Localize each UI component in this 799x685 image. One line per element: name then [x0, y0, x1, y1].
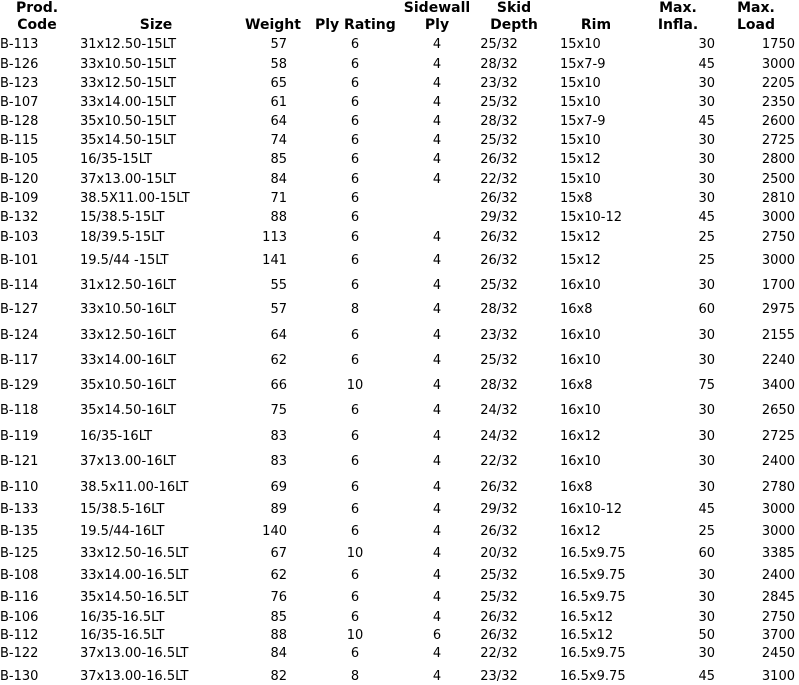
cell-sidewall: 4: [432, 353, 442, 368]
cell-weight: 83: [270, 454, 287, 469]
cell-load: 2845: [761, 590, 795, 605]
cell-skid: 26/32: [480, 610, 518, 625]
cell-rim: 16.5x9.75: [560, 646, 626, 661]
header-sidewall-ply: [402, 0, 472, 34]
cell-load: 3000: [761, 210, 795, 225]
cell-sidewall: 4: [432, 95, 442, 110]
cell-ply: 6: [350, 230, 360, 245]
cell-sidewall: 4: [432, 114, 442, 129]
cell-rim: 16.5x12: [560, 610, 614, 625]
cell-rim: 15x10: [560, 133, 601, 148]
cell-skid: 25/32: [480, 568, 518, 583]
cell-code: B-110: [0, 480, 39, 495]
cell-size: 16/35-16.5LT: [80, 610, 165, 625]
cell-code: B-126: [0, 57, 39, 72]
cell-infla: 30: [698, 191, 715, 206]
cell-ply: 6: [350, 76, 360, 91]
cell-ply: 6: [350, 429, 360, 444]
header-max-load: [733, 0, 779, 34]
cell-weight: 84: [270, 172, 287, 187]
cell-ply: 6: [350, 353, 360, 368]
header-prod-code: [14, 0, 60, 34]
cell-sidewall: 4: [432, 133, 442, 148]
cell-rim: 15x10: [560, 172, 601, 187]
cell-size: 33x14.00-16LT: [80, 353, 177, 368]
cell-size: 15/38.5-16LT: [80, 502, 165, 517]
cell-size: 31x12.50-15LT: [80, 37, 177, 52]
cell-weight: 85: [270, 610, 287, 625]
cell-size: 38.5x11.00-16LT: [80, 480, 189, 495]
cell-code: B-121: [0, 454, 39, 469]
cell-rim: 15x10: [560, 76, 601, 91]
cell-ply: 6: [350, 57, 360, 72]
cell-weight: 89: [270, 502, 287, 517]
cell-size: 33x10.50-16LT: [80, 302, 177, 317]
cell-rim: 16x10: [560, 353, 601, 368]
cell-code: B-115: [0, 133, 39, 148]
cell-skid: 25/32: [480, 353, 518, 368]
cell-ply: 6: [350, 403, 360, 418]
cell-size: 19.5/44 -15LT: [80, 253, 169, 268]
cell-rim: 16x12: [560, 524, 601, 539]
cell-rim: 16x10: [560, 278, 601, 293]
cell-ply: 6: [350, 253, 360, 268]
cell-rim: 15x10-12: [560, 210, 623, 225]
header-infla-line1: Max.: [659, 0, 697, 16]
cell-ply: 10: [346, 378, 364, 393]
cell-code: B-128: [0, 114, 39, 129]
cell-skid: 22/32: [480, 646, 518, 661]
cell-code: B-124: [0, 328, 39, 343]
cell-ply: 6: [350, 328, 360, 343]
cell-size: 33x14.00-16.5LT: [80, 568, 189, 583]
cell-skid: 25/32: [480, 133, 518, 148]
cell-rim: 15x12: [560, 230, 601, 245]
cell-skid: 23/32: [480, 669, 518, 684]
header-skid-depth: [484, 0, 544, 34]
cell-skid: 26/32: [480, 480, 518, 495]
header-infla-line2: Infla.: [657, 17, 699, 33]
cell-sidewall: 4: [432, 37, 442, 52]
cell-code: B-127: [0, 302, 39, 317]
cell-size: 16/35-16LT: [80, 429, 153, 444]
cell-weight: 62: [270, 568, 287, 583]
cell-load: 2750: [761, 230, 795, 245]
cell-ply: 6: [350, 610, 360, 625]
cell-ply: 8: [350, 669, 360, 684]
cell-load: 2780: [761, 480, 795, 495]
cell-load: 2750: [761, 610, 795, 625]
cell-load: 2450: [761, 646, 795, 661]
cell-skid: 22/32: [480, 454, 518, 469]
cell-code: B-107: [0, 95, 39, 110]
cell-weight: 64: [270, 114, 287, 129]
cell-load: 2810: [761, 191, 795, 206]
cell-rim: 16x10: [560, 328, 601, 343]
cell-skid: 20/32: [480, 546, 518, 561]
cell-sidewall: 4: [432, 454, 442, 469]
header-ply-rating: [315, 17, 395, 34]
cell-skid: 29/32: [480, 502, 518, 517]
cell-size: 35x14.50-16.5LT: [80, 590, 189, 605]
cell-sidewall: 4: [432, 646, 442, 661]
cell-ply: 6: [350, 524, 360, 539]
cell-infla: 30: [698, 646, 715, 661]
cell-skid: 24/32: [480, 429, 518, 444]
cell-load: 1700: [761, 278, 795, 293]
cell-infla: 30: [698, 172, 715, 187]
header-sidewall-line1: Sidewall: [403, 0, 471, 16]
cell-size: 31x12.50-16LT: [80, 278, 177, 293]
cell-rim: 16.5x9.75: [560, 669, 626, 684]
cell-size: 33x12.50-16.5LT: [80, 546, 189, 561]
cell-load: 3700: [761, 628, 795, 643]
cell-weight: 57: [270, 302, 287, 317]
cell-infla: 30: [698, 328, 715, 343]
cell-ply: 6: [350, 278, 360, 293]
cell-weight: 55: [270, 278, 287, 293]
cell-size: 37x13.00-16.5LT: [80, 646, 189, 661]
cell-size: 33x12.50-15LT: [80, 76, 177, 91]
cell-sidewall: 4: [432, 429, 442, 444]
cell-weight: 57: [270, 37, 287, 52]
cell-load: 2650: [761, 403, 795, 418]
cell-ply: 6: [350, 37, 360, 52]
header-prod-code-line2: Code: [17, 17, 57, 33]
cell-load: 2400: [761, 454, 795, 469]
header-skid-line2: Depth: [490, 17, 538, 33]
cell-load: 2800: [761, 152, 795, 167]
cell-skid: 28/32: [480, 57, 518, 72]
cell-size: 38.5X11.00-15LT: [80, 191, 190, 206]
cell-sidewall: 4: [432, 480, 442, 495]
header-weight: [243, 17, 303, 34]
cell-ply: 6: [350, 191, 360, 206]
cell-size: 35x14.50-15LT: [80, 133, 177, 148]
cell-infla: 30: [698, 278, 715, 293]
cell-weight: 82: [270, 669, 287, 684]
cell-size: 15/38.5-15LT: [80, 210, 165, 225]
cell-code: B-130: [0, 669, 39, 684]
cell-weight: 85: [270, 152, 287, 167]
cell-load: 2725: [761, 429, 795, 444]
cell-rim: 15x10: [560, 95, 601, 110]
cell-rim: 16.5x9.75: [560, 546, 626, 561]
cell-weight: 84: [270, 646, 287, 661]
cell-skid: 29/32: [480, 210, 518, 225]
cell-weight: 64: [270, 328, 287, 343]
cell-load: 3000: [761, 253, 795, 268]
cell-infla: 30: [698, 403, 715, 418]
cell-weight: 88: [270, 210, 287, 225]
cell-ply: 6: [350, 95, 360, 110]
cell-weight: 62: [270, 353, 287, 368]
cell-weight: 58: [270, 57, 287, 72]
cell-skid: 26/32: [480, 152, 518, 167]
cell-weight: 88: [270, 628, 287, 643]
cell-ply: 6: [350, 114, 360, 129]
cell-rim: 16x8: [560, 378, 593, 393]
cell-weight: 69: [270, 480, 287, 495]
header-max-infla: [650, 0, 706, 34]
cell-infla: 30: [698, 610, 715, 625]
cell-weight: 76: [270, 590, 287, 605]
cell-load: 3000: [761, 502, 795, 517]
cell-sidewall: 4: [432, 610, 442, 625]
cell-ply: 6: [350, 454, 360, 469]
cell-rim: 15x12: [560, 253, 601, 268]
cell-weight: 71: [270, 191, 287, 206]
cell-ply: 6: [350, 502, 360, 517]
cell-size: 35x10.50-16LT: [80, 378, 177, 393]
cell-sidewall: 4: [432, 278, 442, 293]
cell-rim: 16x8: [560, 480, 593, 495]
cell-sidewall: 4: [432, 230, 442, 245]
cell-size: 33x14.00-15LT: [80, 95, 177, 110]
cell-rim: 16.5x9.75: [560, 590, 626, 605]
cell-infla: 60: [698, 546, 715, 561]
cell-sidewall: 4: [432, 152, 442, 167]
cell-rim: 15x8: [560, 191, 593, 206]
cell-code: B-133: [0, 502, 39, 517]
cell-weight: 83: [270, 429, 287, 444]
cell-skid: 25/32: [480, 37, 518, 52]
cell-load: 2400: [761, 568, 795, 583]
cell-code: B-129: [0, 378, 39, 393]
cell-rim: 16.5x9.75: [560, 568, 626, 583]
cell-rim: 16x8: [560, 302, 593, 317]
cell-rim: 16x10: [560, 403, 601, 418]
cell-skid: 24/32: [480, 403, 518, 418]
cell-load: 3100: [761, 669, 795, 684]
cell-sidewall: 4: [432, 378, 442, 393]
cell-weight: 67: [270, 546, 287, 561]
cell-infla: 30: [698, 353, 715, 368]
cell-infla: 30: [698, 454, 715, 469]
cell-skid: 26/32: [480, 191, 518, 206]
cell-rim: 15x7-9: [560, 114, 606, 129]
cell-weight: 74: [270, 133, 287, 148]
cell-ply: 8: [350, 302, 360, 317]
cell-infla: 25: [698, 253, 715, 268]
cell-size: 18/39.5-15LT: [80, 230, 165, 245]
cell-ply: 10: [346, 546, 364, 561]
cell-skid: 25/32: [480, 590, 518, 605]
cell-load: 3385: [761, 546, 795, 561]
cell-skid: 25/32: [480, 278, 518, 293]
cell-weight: 65: [270, 76, 287, 91]
cell-code: B-117: [0, 353, 39, 368]
cell-infla: 30: [698, 480, 715, 495]
header-load-line1: Max.: [737, 0, 775, 16]
cell-load: 2975: [761, 302, 795, 317]
cell-size: 35x14.50-16LT: [80, 403, 177, 418]
cell-size: 37x13.00-16.5LT: [80, 669, 189, 684]
cell-sidewall: 4: [432, 172, 442, 187]
cell-ply: 6: [350, 568, 360, 583]
cell-sidewall: 4: [432, 302, 442, 317]
cell-code: B-122: [0, 646, 39, 661]
header-skid-line1: Skid: [496, 0, 532, 16]
cell-sidewall: 4: [432, 57, 442, 72]
cell-infla: 30: [698, 152, 715, 167]
cell-ply: 6: [350, 590, 360, 605]
cell-infla: 25: [698, 230, 715, 245]
cell-code: B-108: [0, 568, 39, 583]
cell-skid: 22/32: [480, 172, 518, 187]
cell-code: B-135: [0, 524, 39, 539]
cell-load: 2205: [761, 76, 795, 91]
cell-rim: 16x10-12: [560, 502, 623, 517]
cell-rim: 15x10: [560, 37, 601, 52]
cell-rim: 16.5x12: [560, 628, 614, 643]
cell-code: B-125: [0, 546, 39, 561]
cell-sidewall: 4: [432, 403, 442, 418]
cell-skid: 23/32: [480, 328, 518, 343]
cell-size: 37x13.00-16LT: [80, 454, 177, 469]
cell-code: B-105: [0, 152, 39, 167]
cell-size: 35x10.50-15LT: [80, 114, 177, 129]
cell-infla: 30: [698, 95, 715, 110]
cell-code: B-106: [0, 610, 39, 625]
cell-load: 2500: [761, 172, 795, 187]
cell-ply: 6: [350, 646, 360, 661]
cell-code: B-114: [0, 278, 39, 293]
cell-sidewall: 4: [432, 524, 442, 539]
cell-ply: 6: [350, 152, 360, 167]
cell-weight: 141: [262, 253, 287, 268]
cell-skid: 26/32: [480, 253, 518, 268]
header-size-line1: Size: [139, 17, 173, 33]
cell-skid: 25/32: [480, 95, 518, 110]
cell-infla: 30: [698, 429, 715, 444]
cell-skid: 28/32: [480, 114, 518, 129]
cell-sidewall: 4: [432, 568, 442, 583]
cell-infla: 30: [698, 590, 715, 605]
header-sidewall-line2: Ply: [424, 17, 450, 33]
cell-skid: 28/32: [480, 302, 518, 317]
cell-skid: 26/32: [480, 628, 518, 643]
cell-skid: 26/32: [480, 524, 518, 539]
header-rim: [578, 17, 614, 34]
header-load-line2: Load: [736, 17, 775, 33]
cell-code: B-112: [0, 628, 39, 643]
cell-code: B-132: [0, 210, 39, 225]
cell-sidewall: 4: [432, 502, 442, 517]
cell-infla: 30: [698, 76, 715, 91]
cell-rim: 15x12: [560, 152, 601, 167]
cell-sidewall: 4: [432, 328, 442, 343]
cell-load: 2155: [761, 328, 795, 343]
cell-skid: 26/32: [480, 230, 518, 245]
cell-ply: 6: [350, 133, 360, 148]
header-ply-rating-line1: Ply Rating: [315, 17, 396, 33]
cell-code: B-109: [0, 191, 39, 206]
cell-weight: 140: [262, 524, 287, 539]
cell-sidewall: 4: [432, 253, 442, 268]
cell-ply: 6: [350, 172, 360, 187]
cell-infla: 45: [698, 669, 715, 684]
cell-infla: 60: [698, 302, 715, 317]
cell-rim: 15x7-9: [560, 57, 606, 72]
cell-weight: 75: [270, 403, 287, 418]
cell-infla: 45: [698, 210, 715, 225]
cell-code: B-101: [0, 253, 39, 268]
cell-sidewall: 4: [432, 76, 442, 91]
cell-load: 2600: [761, 114, 795, 129]
cell-rim: 16x10: [560, 454, 601, 469]
cell-size: 16/35-16.5LT: [80, 628, 165, 643]
cell-infla: 45: [698, 114, 715, 129]
cell-size: 37x13.00-15LT: [80, 172, 177, 187]
header-size: [126, 17, 186, 34]
cell-skid: 23/32: [480, 76, 518, 91]
header-prod-code-line1: Prod.: [15, 0, 59, 16]
cell-load: 2240: [761, 353, 795, 368]
cell-load: 2725: [761, 133, 795, 148]
cell-infla: 45: [698, 57, 715, 72]
cell-load: 2350: [761, 95, 795, 110]
cell-sidewall: 4: [432, 669, 442, 684]
cell-code: B-118: [0, 403, 39, 418]
cell-load: 1750: [761, 37, 795, 52]
cell-infla: 25: [698, 524, 715, 539]
cell-infla: 30: [698, 37, 715, 52]
cell-rim: 16x12: [560, 429, 601, 444]
cell-load: 3400: [761, 378, 795, 393]
cell-skid: 28/32: [480, 378, 518, 393]
cell-sidewall: 6: [432, 628, 442, 643]
cell-weight: 61: [270, 95, 287, 110]
cell-code: B-103: [0, 230, 39, 245]
cell-code: B-119: [0, 429, 39, 444]
cell-weight: 113: [262, 230, 287, 245]
cell-infla: 75: [698, 378, 715, 393]
cell-ply: 6: [350, 480, 360, 495]
cell-load: 3000: [761, 57, 795, 72]
cell-code: B-113: [0, 37, 39, 52]
cell-weight: 66: [270, 378, 287, 393]
cell-sidewall: 4: [432, 590, 442, 605]
cell-size: 16/35-15LT: [80, 152, 153, 167]
header-rim-line1: Rim: [580, 17, 612, 33]
cell-sidewall: 4: [432, 546, 442, 561]
cell-infla: 30: [698, 133, 715, 148]
header-weight-line1: Weight: [245, 17, 301, 33]
cell-load: 3000: [761, 524, 795, 539]
cell-size: 33x12.50-16LT: [80, 328, 177, 343]
cell-size: 33x10.50-15LT: [80, 57, 177, 72]
cell-ply: 10: [346, 628, 364, 643]
cell-size: 19.5/44-16LT: [80, 524, 165, 539]
cell-ply: 6: [350, 210, 360, 225]
cell-code: B-123: [0, 76, 39, 91]
cell-code: B-116: [0, 590, 39, 605]
cell-code: B-120: [0, 172, 39, 187]
cell-infla: 45: [698, 502, 715, 517]
cell-infla: 50: [698, 628, 715, 643]
cell-infla: 30: [698, 568, 715, 583]
